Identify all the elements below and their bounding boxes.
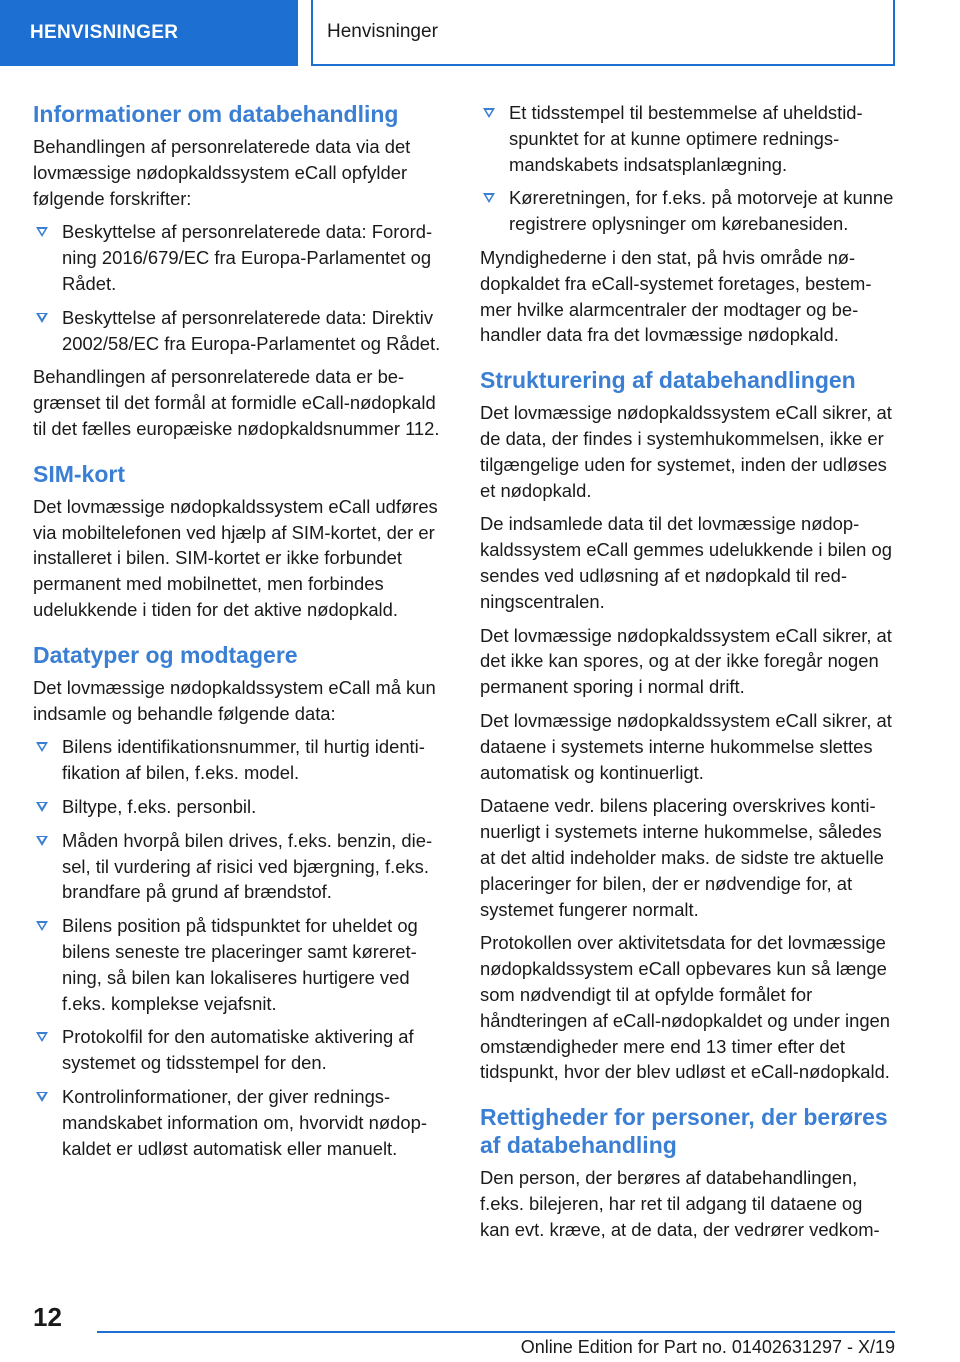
paragraph: Den person, der berøres af databehandlingen, f.eks. bilejeren, har ret til adgang til dataene og kan evt. kræve, at de data, der vedrører vedkom-	[480, 1167, 880, 1240]
footer-divider	[97, 1331, 895, 1333]
list-item-text: Beskyttelse af personrelaterede data: Forordning 2016/679/EC fra Europa-Parlamentet og Rådet.	[62, 221, 433, 294]
bullet-triangle-icon	[36, 742, 48, 752]
heading-data-processing: Informationer om databehandling	[33, 101, 399, 127]
paragraph: Protokollen over aktivitetsdata for det lovmæssige nødopkaldssystem eCall opbevares kun så længe som nødvendigt til at opfylde formålet for håndteringen af eCall-nødopkaldet og under ingen omstændigheder mere end 13 timer efter det tidspunkt, hvor der blev udløst et eCall-nødopkald.	[480, 932, 890, 1083]
paragraph: De indsamlede data til det lovmæssige nødopkaldssystem eCall gemmes udelukkende i bilen og sendes ved udløsning af et nødopkald til redningscentralen.	[480, 513, 892, 612]
paragraph: Myndighederne i den stat, på hvis område nødopkaldet fra eCall-systemet foretages, bestemmer hvilke alarmcentraler der modtager og behandler data fra det lovmæssige nødopkald.	[480, 246, 872, 346]
bullet-triangle-icon	[483, 193, 495, 203]
bullet-triangle-icon	[36, 1032, 48, 1042]
bullet-triangle-icon	[36, 313, 48, 323]
paragraph: Det lovmæssige nødopkaldssystem eCall sikrer, at dataene i systemets interne hukommelse slettes automatisk og kontinuerligt.	[480, 709, 892, 783]
list-item-text: Måden hvorpå bilen drives, f.eks. benzin, diesel, til vurdering af risici ved bjærgning, f.eks. brandfare på grund af brændstof.	[62, 829, 433, 903]
list-item	[33, 734, 448, 786]
list-item	[33, 305, 448, 357]
bullet-triangle-icon	[36, 1092, 48, 1102]
bullet-triangle-icon	[36, 227, 48, 237]
bullet-triangle-icon	[36, 921, 48, 931]
heading-data-types: Datatyper og modtagere	[33, 641, 298, 668]
list-item	[480, 185, 895, 237]
list-item-text: Protokolfil for den automatiske aktivering af systemet og tidsstempel for den.	[62, 1026, 414, 1074]
heading-structuring: Strukturering af databehandlingen	[480, 367, 856, 394]
heading-sim-card: SIM-kort	[33, 460, 125, 487]
paragraph: Det lovmæssige nødopkaldssystem eCall sikrer, at det ikke kan spores, og at der ikke foregår nogen permanent sporing i normal drift.	[480, 624, 892, 698]
paragraph: Behandlingen af personrelaterede data er begrænset til det formål at formidle eCall-nødopkald til det fælles europæiske nødopkaldsnummer 112.	[33, 366, 440, 439]
paragraph: Dataene vedr. bilens placering overskrives kontinuerligt i systemets interne hukommelse, således at det altid indeholder maks. de sidste tre aktuelle placeringer for bilen, der er nødvendige for, at systemet fungerer normalt.	[480, 795, 884, 920]
list-item-text: Bilens identifikationsnummer, til hurtig identifikation af bilen, f.eks. model.	[62, 736, 425, 784]
list-item-text: Køreretningen, for f.eks. på motorveje at kunne registrere oplysninger om kørebanesiden.	[509, 187, 894, 235]
bullet-triangle-icon	[36, 802, 48, 812]
list-item	[480, 100, 895, 177]
list-item	[33, 1084, 448, 1161]
list-item	[33, 828, 448, 905]
list-item-text: Kontrolinformationer, der giver redningsmandskabet information om, hvorvidt nødopkaldet er udløst automatisk eller manuelt.	[62, 1085, 427, 1159]
footer-edition-text: Online Edition for Part no. 01402631297 - X/19	[520, 1337, 895, 1357]
list-item	[33, 794, 448, 820]
right-column	[480, 100, 895, 1250]
list-item-text: Bilens position på tidspunktet for uheldet og bilens seneste tre placeringer samt køreretning, så bilen kan lokaliseres hurtigere ved f.eks. komplekse vejafsnit.	[62, 915, 418, 1014]
left-column	[33, 100, 448, 1169]
bullet-triangle-icon	[483, 108, 495, 118]
section-tab: HENVISNINGER	[0, 0, 298, 66]
list-item	[33, 1024, 448, 1076]
list-item-text: Beskyttelse af personrelaterede data: Direktiv 2002/58/EC fra Europa-Parlamentet og Rådet.	[62, 306, 441, 354]
list-item-text: Biltype, f.eks. personbil.	[62, 795, 257, 817]
bullet-triangle-icon	[36, 836, 48, 846]
list-item-text: Et tidsstempel til bestemmelse af uheldstidspunktet for at kunne optimere redningsmandskabets indsatsplanlægning.	[509, 102, 863, 175]
list-item	[33, 913, 448, 1016]
data-types-list-continued	[480, 100, 895, 237]
heading-rights: Rettigheder for personer, der berøres af databehandling	[480, 1104, 888, 1159]
regulations-list	[33, 219, 448, 356]
paragraph: Behandlingen af personrelaterede data via det lovmæssige nødopkaldssystem eCall opfylder følgende forskrifter:	[33, 136, 411, 209]
page-number: 12	[33, 1302, 62, 1332]
paragraph: Det lovmæssige nødopkaldssystem eCall sikrer, at de data, der findes i systemhukommelsen, ikke er tilgængelige uden for systemet, inden der udløses et nødopkald.	[480, 402, 892, 501]
paragraph: Det lovmæssige nødopkaldssystem eCall udføres via mobiltelefonen ved hjælp af SIM-kortet, der er installeret i bilen. SIM-kortet er ikke forbundet permanent med mobilnettet, men forbindes udelukkende i tiden for det aktive nødopkald.	[33, 495, 438, 620]
list-item	[33, 219, 448, 296]
paragraph: Det lovmæssige nødopkaldssystem eCall må kun indsamle og behandle følgende data:	[33, 676, 436, 724]
section-title: Henvisninger	[311, 0, 895, 66]
data-types-list	[33, 734, 448, 1161]
